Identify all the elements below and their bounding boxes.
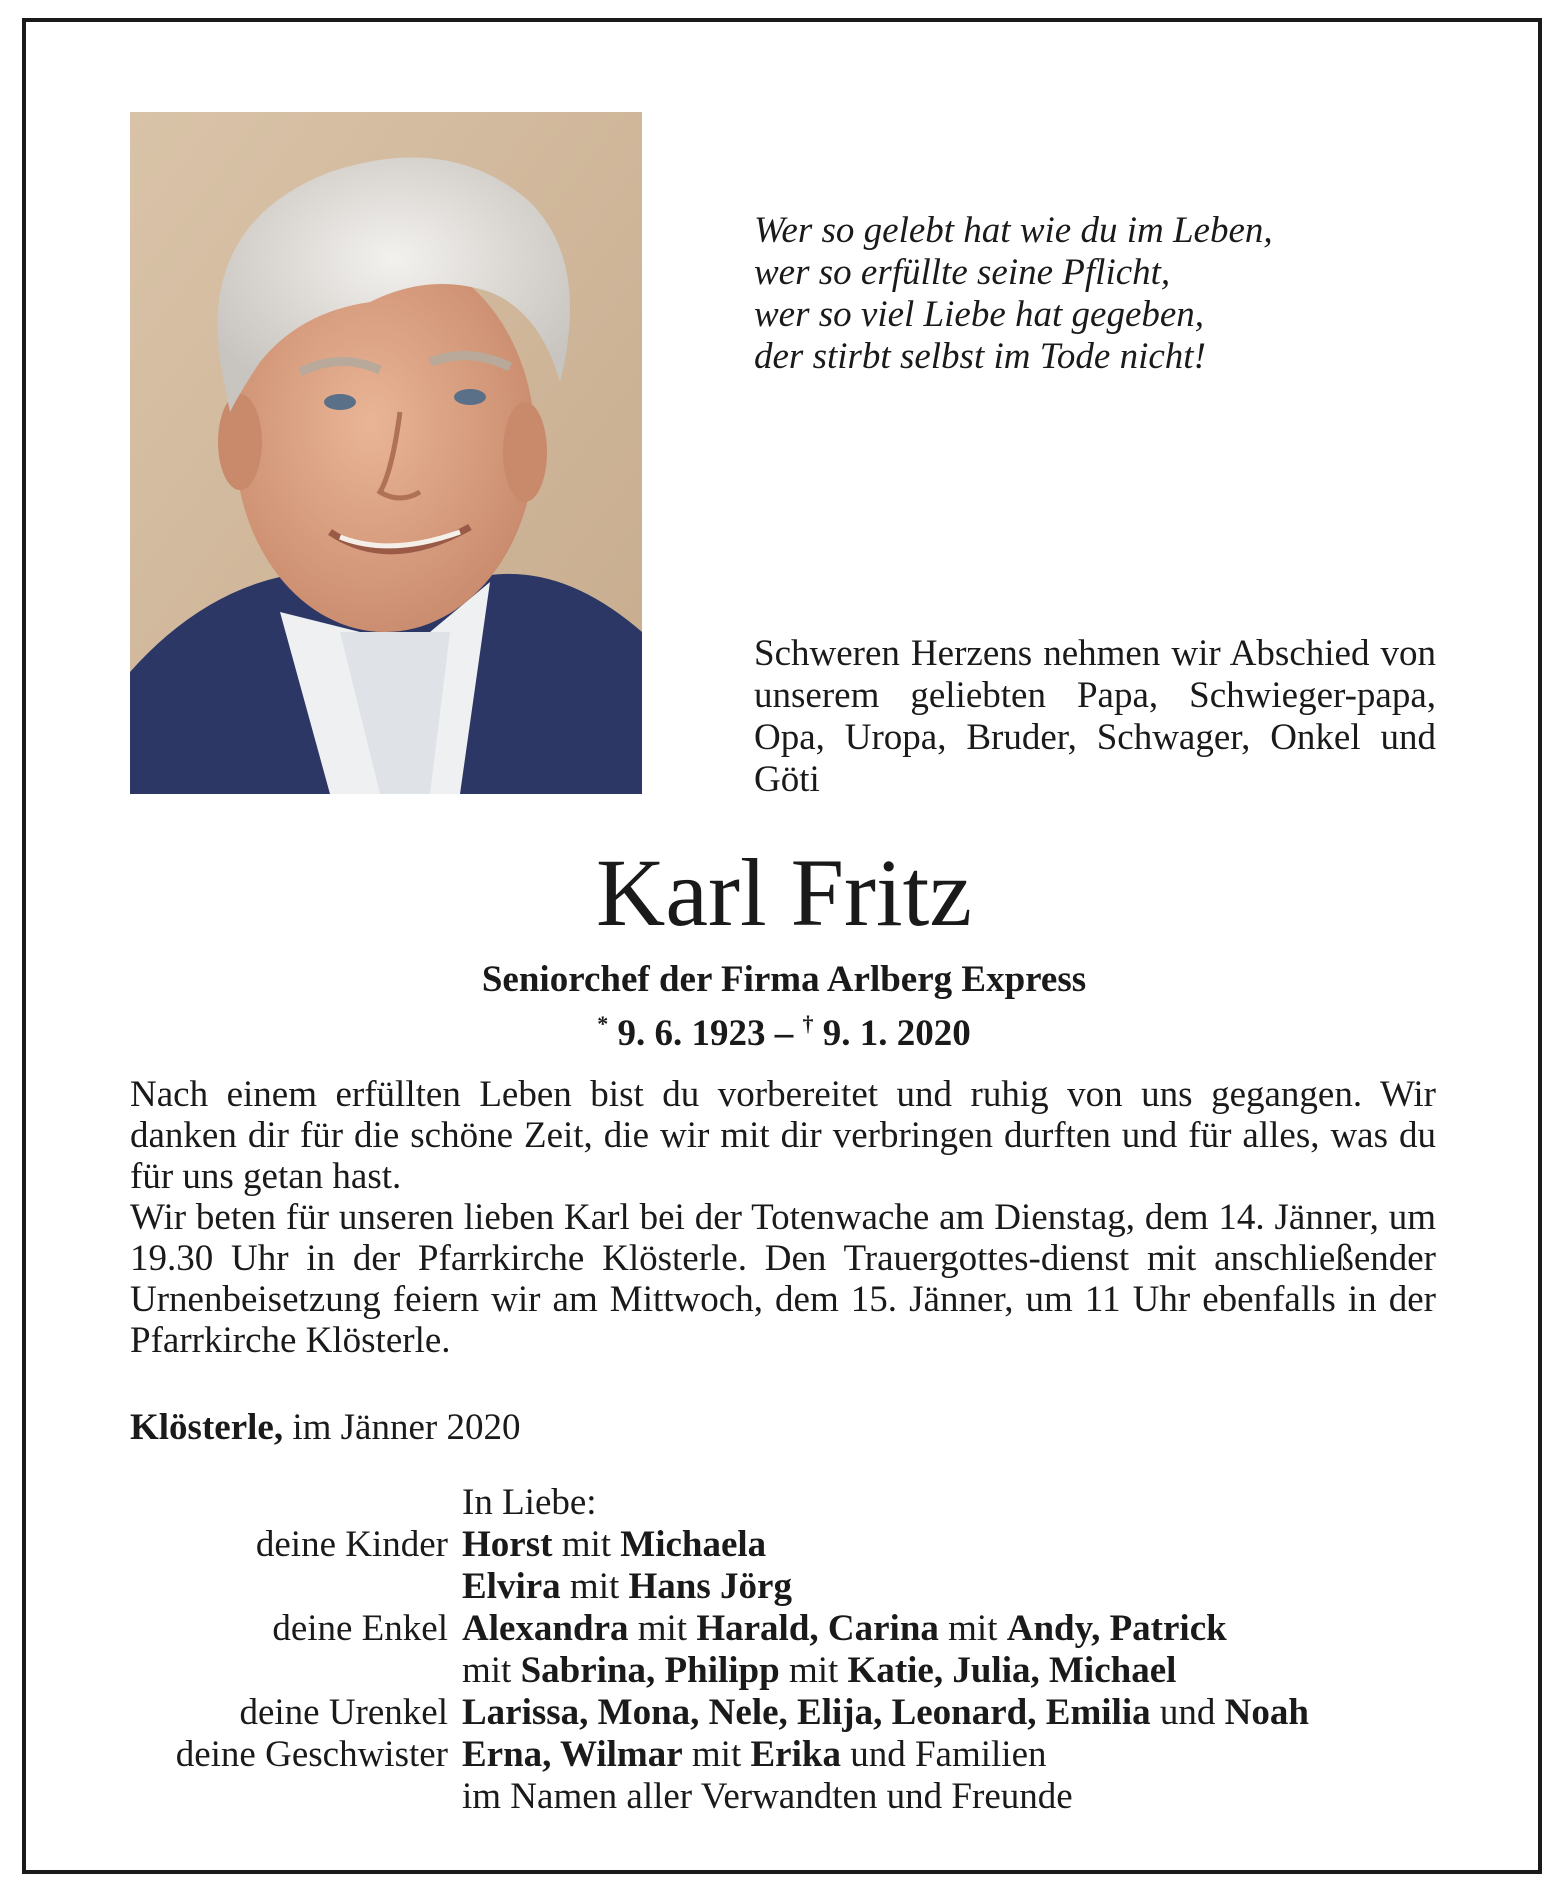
family-row — [130, 1650, 1530, 1692]
family-connector: mit — [560, 1566, 629, 1607]
birth-symbol: * — [597, 1011, 609, 1036]
family-member-name: Horst — [462, 1524, 553, 1565]
family-connector: mit — [552, 1524, 621, 1565]
poem-line: Wer so gelebt hat wie du im Leben, — [754, 210, 1273, 251]
poem-line: wer so erfüllte seine Pflicht, — [754, 252, 1171, 293]
family-connector: mit — [938, 1608, 1007, 1649]
family-member-name: Andy, Patrick — [1006, 1608, 1227, 1649]
family-relation — [130, 1650, 462, 1692]
death-symbol: † — [802, 1011, 814, 1036]
portrait-photo — [130, 112, 642, 794]
family-row — [130, 1524, 1530, 1566]
family-member-name: Elvira — [462, 1566, 561, 1607]
family-names — [462, 1608, 1530, 1650]
family-relation: deine Geschwister — [175, 1734, 448, 1775]
family-member-name: Larissa, Mona, Nele, Elija, Leonard, Emilia — [462, 1692, 1151, 1733]
family-connector: mit — [462, 1650, 521, 1691]
family-member-name: Michaela — [620, 1524, 767, 1565]
birth-date: 9. 6. 1923 — [617, 1013, 766, 1054]
family-names — [462, 1692, 1530, 1734]
family-names — [462, 1566, 1530, 1608]
family-relation — [130, 1566, 462, 1608]
family-member-name: Noah — [1224, 1692, 1309, 1733]
family-connector: und Familien — [840, 1734, 1047, 1775]
family-member-name: Alexandra — [462, 1608, 629, 1649]
family-member-name: Erika — [750, 1734, 841, 1775]
place-town: Klösterle, — [130, 1407, 284, 1448]
family-row — [130, 1776, 1530, 1818]
family-heading-row — [130, 1482, 1530, 1524]
poem-line: der stirbt selbst im Tode nicht! — [754, 336, 1206, 377]
family-names — [462, 1734, 1530, 1776]
deceased-role: Seniorchef der Firma Arlberg Express — [481, 959, 1087, 1000]
family-row — [130, 1692, 1530, 1734]
family-member-name: Harald, Carina — [696, 1608, 939, 1649]
family-connector: mit — [779, 1650, 848, 1691]
deceased-name: Karl Fritz — [596, 839, 972, 946]
family-member-name: Hans Jörg — [628, 1566, 792, 1607]
family-connector: mit — [628, 1608, 697, 1649]
memorial-poem — [754, 210, 1394, 378]
date-separator: – — [774, 1013, 794, 1054]
family-names — [462, 1650, 1530, 1692]
family-list — [130, 1482, 1530, 1818]
family-names — [462, 1776, 1530, 1818]
family-relation: deine Kinder — [255, 1524, 448, 1565]
family-relation: deine Urenkel — [239, 1692, 448, 1733]
body-paragraph: Wir beten für unseren lieben Karl bei der Totenwache am Dienstag, dem 14. Jänner, um 19.30 Uhr in der Pfarrkirche Klösterle. Den Trauergottes-dienst mit anschließender Urnenbeisetzung feiern wir am Mittwoch, dem 15. Jänner, um 11 Uhr ebenfalls in der Pfarrkirche Klösterle. — [130, 1197, 1436, 1361]
family-connector: mit — [682, 1734, 751, 1775]
family-member-name: Katie, Julia, Michael — [847, 1650, 1177, 1691]
family-row — [130, 1608, 1530, 1650]
farewell-intro: Schweren Herzens nehmen wir Abschied von unserem geliebten Papa, Schwieger-papa, Opa, Uropa, Bruder, Schwager, Onkel und Göti — [754, 633, 1436, 800]
notice-body — [130, 1074, 1436, 1361]
life-dates — [0, 1002, 1568, 1056]
body-paragraph: Nach einem erfüllten Leben bist du vorbereitet und ruhig von uns gegangen. Wir danken dir für die schöne Zeit, die wir mit dir verbringen durften und für alles, was du für uns getan hast. — [130, 1074, 1436, 1197]
family-heading: In Liebe: — [462, 1482, 597, 1523]
family-relation — [130, 1776, 462, 1818]
family-connector: im Namen aller Verwandten und Freunde — [462, 1776, 1073, 1817]
family-row — [130, 1734, 1530, 1776]
family-connector: und — [1150, 1692, 1225, 1733]
family-member-name: Erna, Wilmar — [462, 1734, 683, 1775]
family-names — [462, 1524, 1530, 1566]
family-member-name: Sabrina, Philipp — [520, 1650, 780, 1691]
family-relation: deine Enkel — [272, 1608, 448, 1649]
poem-line: wer so viel Liebe hat gegeben, — [754, 294, 1205, 335]
death-date: 9. 1. 2020 — [822, 1013, 971, 1054]
family-row — [130, 1566, 1530, 1608]
place-date — [130, 1407, 520, 1449]
place-date-text: im Jänner 2020 — [292, 1407, 521, 1448]
